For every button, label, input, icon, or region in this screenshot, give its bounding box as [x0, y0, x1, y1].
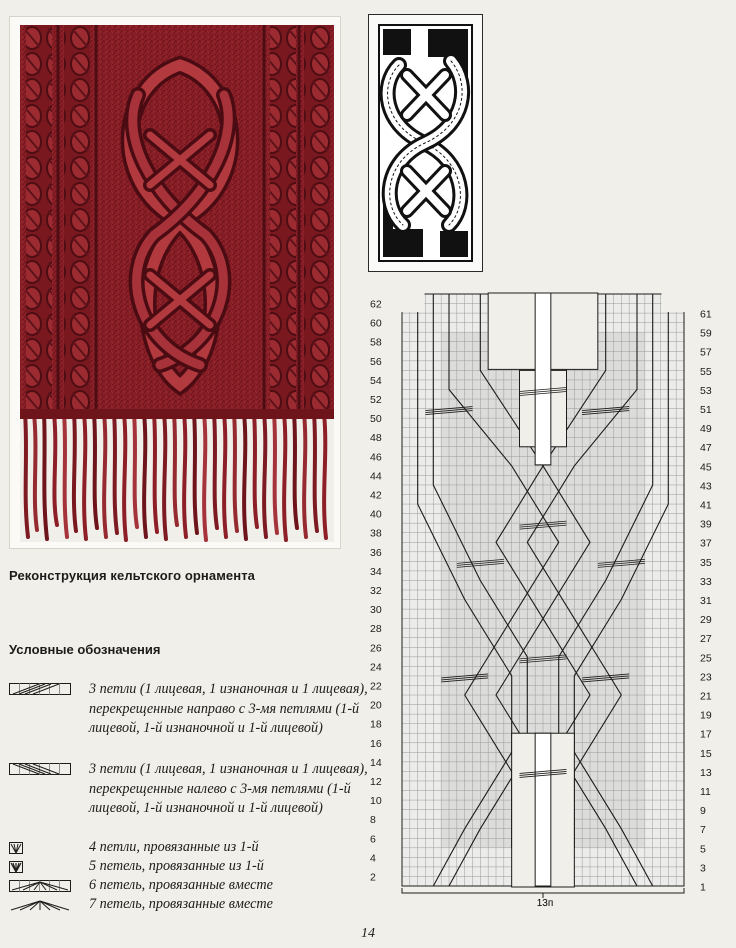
row-number-left: 48	[370, 432, 382, 445]
row-number-left: 60	[370, 317, 382, 330]
stitch-count-label: 13п	[536, 898, 554, 908]
knitting-chart	[360, 282, 736, 908]
row-number-right: 47	[700, 442, 712, 455]
row-number-left: 32	[370, 585, 382, 597]
row-number-right: 7	[700, 824, 706, 837]
row-number-left: 36	[370, 546, 382, 559]
row-number-left: 38	[370, 527, 382, 540]
row-number-right: 17	[700, 728, 712, 741]
seven-together-icon	[9, 899, 71, 911]
row-number-right: 49	[700, 423, 712, 436]
legend-text: 5 петель, провязанные из 1-й	[89, 858, 264, 874]
row-number-left: 14	[370, 756, 382, 769]
row-number-left: 16	[370, 737, 382, 750]
row-number-left: 20	[370, 699, 382, 712]
row-number-left: 40	[370, 508, 382, 521]
four-from-one-icon	[9, 842, 23, 854]
row-number-right: 33	[700, 575, 712, 588]
row-number-left: 6	[370, 833, 376, 846]
celtic-scarf-photo	[20, 25, 334, 542]
row-number-left: 8	[370, 814, 376, 827]
row-number-right: 51	[700, 404, 712, 417]
row-number-right: 57	[700, 346, 712, 359]
legend-text: 6 петель, провязанные вместе	[89, 877, 273, 893]
legend-text: 4 петли, провязанные из 1-й	[89, 839, 259, 855]
row-number-right: 11	[700, 785, 711, 798]
row-number-right: 15	[700, 747, 712, 760]
row-number-left: 4	[370, 852, 376, 865]
row-number-left: 62	[370, 298, 382, 311]
row-number-right: 61	[700, 308, 712, 321]
row-number-left: 50	[370, 413, 382, 426]
row-number-left: 44	[370, 470, 382, 483]
six-together-icon	[9, 880, 71, 892]
row-number-right: 37	[700, 537, 712, 550]
row-number-left: 18	[370, 718, 382, 731]
row-number-right: 9	[700, 805, 706, 818]
row-number-right: 21	[700, 690, 712, 703]
legend-text: 7 петель, провязанные вместе	[89, 896, 273, 912]
row-number-right: 59	[700, 327, 712, 340]
row-number-right: 1	[700, 881, 706, 894]
row-number-right: 43	[700, 480, 712, 493]
row-number-left: 28	[370, 623, 382, 636]
row-number-right: 35	[700, 556, 712, 569]
legend-heading: Условные обозначения	[9, 642, 161, 657]
row-number-left: 42	[370, 489, 382, 502]
scarf-photo-frame	[9, 16, 341, 549]
row-number-left: 52	[370, 394, 382, 407]
right-cross-icon	[9, 683, 71, 695]
row-number-left: 10	[370, 795, 382, 808]
row-number-left: 24	[370, 661, 382, 674]
row-number-right: 29	[700, 614, 712, 627]
row-number-right: 19	[700, 709, 712, 722]
width-bracket	[402, 888, 684, 898]
row-number-left: 2	[370, 871, 376, 884]
chart-grid	[360, 282, 736, 908]
row-number-right: 45	[700, 461, 712, 474]
left-cross-icon	[9, 763, 71, 775]
row-number-left: 30	[370, 604, 382, 617]
row-number-right: 31	[700, 595, 712, 607]
row-number-left: 46	[370, 451, 382, 464]
row-number-left: 54	[370, 374, 382, 387]
celtic-motif-drawing	[368, 14, 483, 272]
row-number-right: 25	[700, 652, 712, 665]
row-number-left: 56	[370, 355, 382, 368]
row-number-right: 3	[700, 862, 706, 875]
row-number-left: 12	[370, 775, 382, 788]
row-number-right: 13	[700, 766, 712, 779]
page-number: 14	[361, 926, 375, 941]
row-number-right: 53	[700, 384, 712, 397]
row-number-left: 22	[370, 680, 382, 693]
row-number-right: 23	[700, 671, 712, 684]
five-from-one-icon	[9, 861, 23, 873]
row-number-left: 34	[370, 565, 382, 578]
legend-text: 3 петли (1 лицевая, 1 изнаночная и 1 лицевая), перекрещенные налево с 3-мя петлями (1-й лицевой, 1-й изнаночной и 1-й лицевой)	[89, 761, 368, 816]
celtic-knot-icon	[369, 15, 482, 271]
row-number-right: 55	[700, 365, 712, 378]
row-number-right: 5	[700, 843, 706, 856]
row-number-left: 26	[370, 642, 382, 655]
row-number-right: 41	[700, 499, 712, 512]
reconstruction-heading: Реконструкция кельтского орнамента	[9, 568, 255, 583]
legend-text: 3 петли (1 лицевая, 1 изнаночная и 1 лицевая), перекрещенные направо с 3-мя петлями (1-й лицевой, 1-й изнаночной и 1-й лицевой)	[89, 681, 368, 736]
row-number-left: 58	[370, 336, 382, 349]
row-number-right: 27	[700, 633, 712, 646]
row-number-right: 39	[700, 518, 712, 531]
